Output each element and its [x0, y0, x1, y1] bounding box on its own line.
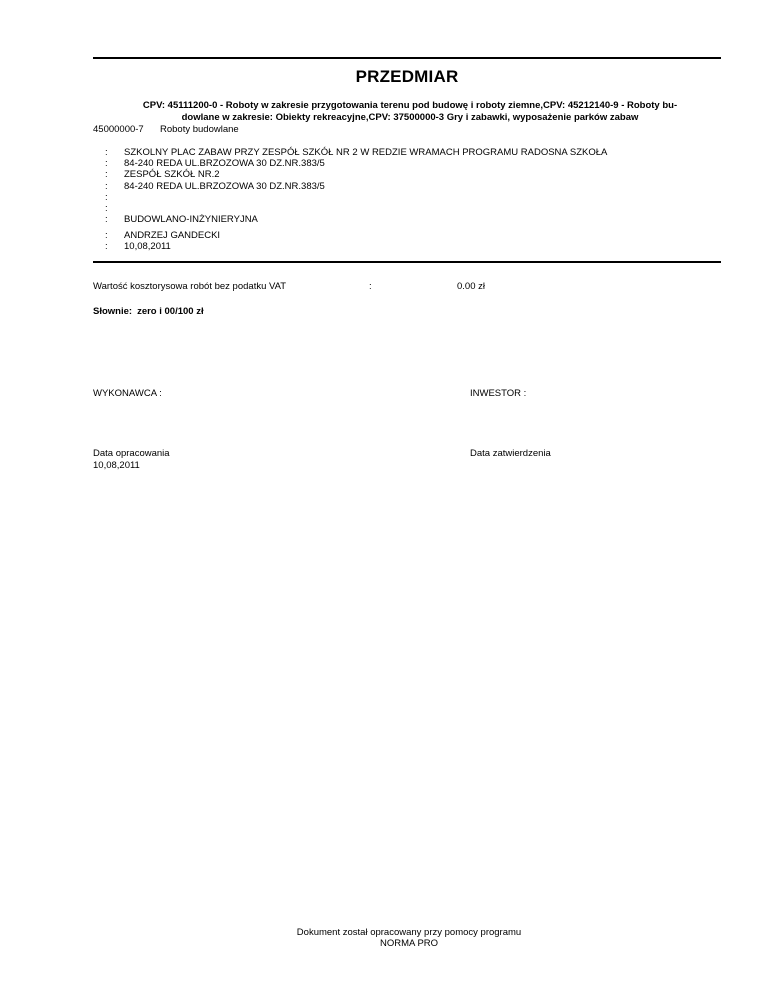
section-rule: [93, 261, 721, 263]
work-code-label: Roboty budowlane: [160, 124, 239, 135]
amount-in-words: [93, 306, 204, 317]
cpv-line-2: dowlane w zakresie: Obiekty rekreacyjne,CPV: 37500000-3 Gry i zabawki, wyposażenie parków zabaw: [181, 112, 639, 123]
amount-in-words-label: Słownie:: [93, 306, 133, 317]
info-row: [105, 147, 607, 158]
document-title: PRZEDMIAR: [355, 67, 459, 86]
info-value: SZKOLNY PLAC ZABAW PRZY ZESPÓŁ SZKÓŁ NR 2 W REDZIE WRAMACH PROGRAMU RADOSNA SZKOŁA: [124, 147, 608, 158]
info-row: [105, 230, 220, 241]
vat-colon: :: [369, 281, 372, 292]
info-colon: :: [105, 147, 108, 158]
top-rule: [93, 57, 721, 59]
info-row: [105, 181, 607, 192]
preparation-date-label: Data opracowania: [93, 448, 170, 459]
info-value: ZESPÓŁ SZKÓŁ NR.2: [124, 169, 220, 181]
info-colon: :: [105, 230, 108, 241]
work-code-line: [93, 124, 239, 136]
preparation-date-value: 10,08,2011: [93, 459, 140, 471]
cpv-line-1: CPV: 45111200-0 - Roboty w zakresie przygotowania terenu pod budowę i roboty ziemne,CPV: 45212140-9 - Roboty bu-: [142, 100, 678, 111]
investor-label: INWESTOR :: [470, 388, 527, 399]
cpv-block: [80, 100, 740, 124]
info-colon: :: [105, 202, 108, 214]
info-value: 84-240 REDA UL.BRZOZOWA 30 DZ.NR.383/5: [124, 158, 325, 170]
info-row: [105, 192, 607, 203]
info-colon: :: [105, 241, 108, 253]
info-colon: :: [105, 169, 108, 181]
amount-in-words-value: zero i 00/100 zł: [137, 306, 204, 317]
info-colon: :: [105, 180, 108, 192]
footer-line-2: NORMA PRO: [379, 938, 439, 949]
approval-date-label: Data zatwierdzenia: [470, 448, 551, 459]
vat-value: 0.00 zł: [457, 281, 485, 292]
info-group-1: [105, 147, 607, 225]
preparation-date-block: [93, 448, 170, 471]
info-row: [105, 169, 607, 180]
info-colon: :: [105, 214, 108, 226]
info-value: 10,08,2011: [124, 241, 171, 253]
info-row: [105, 203, 607, 214]
vat-label: Wartość kosztorysowa robót bez podatku VAT: [93, 281, 287, 292]
info-value: ANDRZEJ GANDECKI: [124, 230, 221, 241]
contractor-label: WYKONAWCA :: [93, 388, 162, 399]
footer: [209, 927, 609, 949]
info-value: BUDOWLANO-INŻYNIERYJNA: [124, 214, 258, 226]
info-colon: :: [105, 158, 108, 170]
work-code: 45000000-7: [93, 124, 144, 135]
info-row: [105, 241, 220, 252]
info-value: 84-240 REDA UL.BRZOZOWA 30 DZ.NR.383/5: [124, 180, 325, 192]
info-group-2: [105, 230, 220, 252]
footer-line-1: Dokument został opracowany przy pomocy programu: [296, 927, 522, 938]
info-row: [105, 158, 607, 169]
info-colon: :: [105, 191, 108, 203]
info-row: [105, 214, 607, 225]
